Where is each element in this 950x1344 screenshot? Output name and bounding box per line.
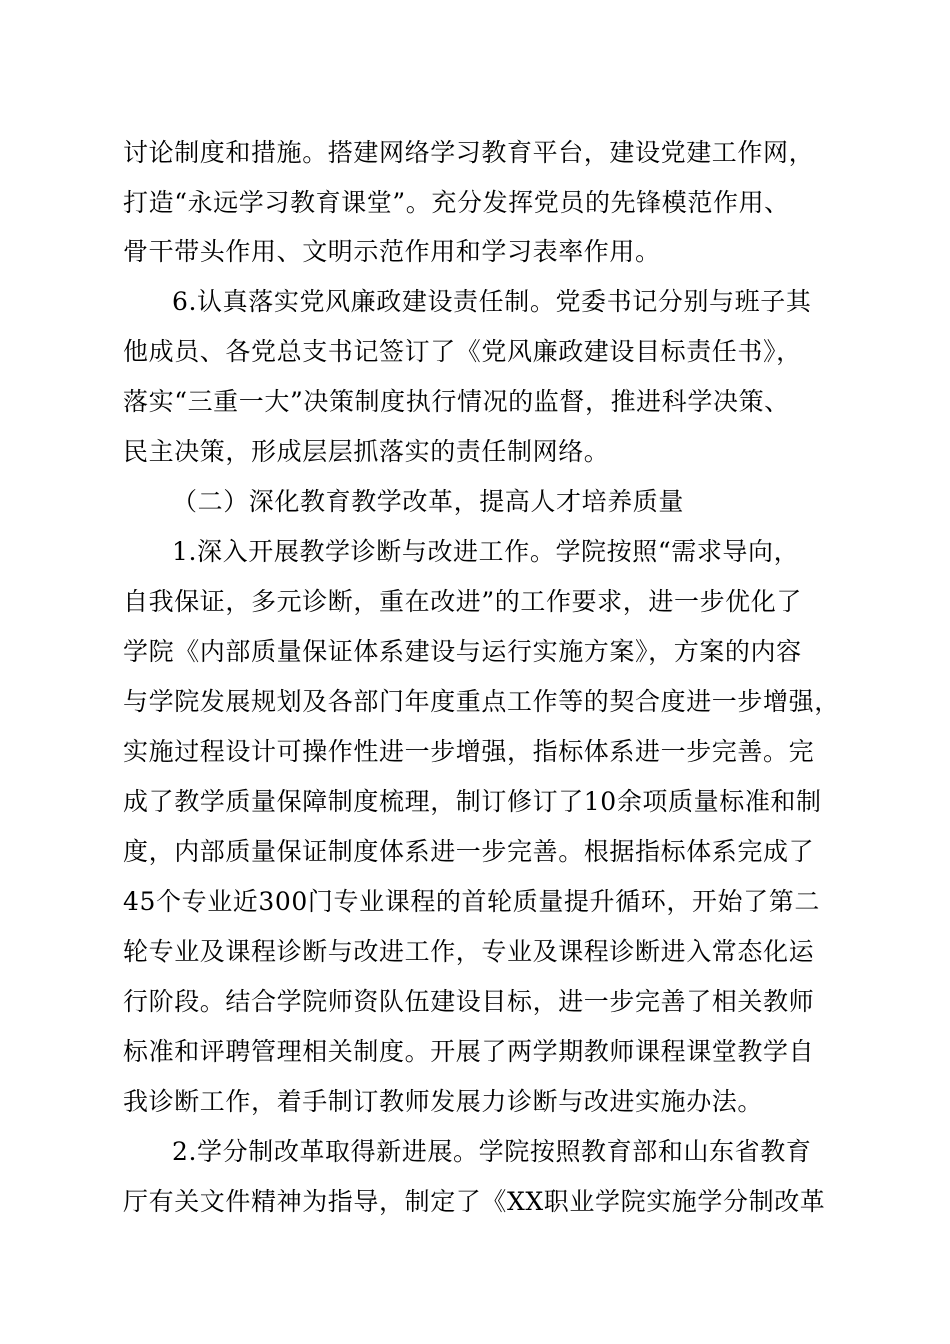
text-line: 行阶段。结合学院师资队伍建设目标，进一步完善了相关教师 (123, 987, 815, 1016)
text-line: 2.学分制改革取得新进展。学院按照教育部和山东省教育 (172, 1137, 812, 1166)
text-line: 轮专业及课程诊断与改进工作，专业及课程诊断进入常态化运 (123, 937, 815, 966)
text-line: 45个专业近300门专业课程的首轮质量提升循环，开始了第二 (123, 887, 820, 916)
text-line: 与学院发展规划及各部门年度重点工作等的契合度进一步增强， (123, 687, 840, 716)
text-line: 打造“永远学习教育课堂”。充分发挥党员的先锋模范作用、 (123, 188, 790, 217)
text-line: 他成员、各党总支书记签订了《党风廉政建设目标责任书》， (123, 337, 802, 366)
text-line: 民主决策，形成层层抓落实的责任制网络。 (123, 437, 610, 466)
text-line: 成了教学质量保障制度梳理，制订修订了10余项质量标准和制 (123, 787, 822, 816)
text-line: 度，内部质量保证制度体系进一步完善。根据指标体系完成了 (123, 837, 815, 866)
text-line: 1.深入开展教学诊断与改进工作。学院按照“需求导向， (172, 537, 800, 566)
text-line: 实施过程设计可操作性进一步增强，指标体系进一步完善。完 (123, 737, 815, 766)
text-line: 讨论制度和措施。搭建网络学习教育平台，建设党建工作网， (123, 138, 815, 167)
text-line: 6.认真落实党风廉政建设责任制。党委书记分别与班子其 (172, 287, 812, 316)
text-line: 厅有关文件精神为指导，制定了《XX职业学院实施学分制改革 (123, 1187, 826, 1216)
text-line: 落实“三重一大”决策制度执行情况的监督，推进科学决策、 (123, 387, 790, 416)
text-line: 学院《内部质量保证体系建设与运行实施方案》，方案的内容 (123, 637, 802, 666)
text-line: 标准和评聘管理相关制度。开展了两学期教师课程课堂教学自 (123, 1037, 815, 1066)
section-heading: （二）深化教育教学改革，提高人才培养质量 (172, 487, 685, 516)
text-line: 自我保证，多元诊断，重在改进”的工作要求，进一步优化了 (123, 587, 802, 616)
text-line: 我诊断工作，着手制订教师发展力诊断与改进实施办法。 (123, 1087, 764, 1116)
text-line: 骨干带头作用、文明示范作用和学习表率作用。 (123, 237, 661, 266)
